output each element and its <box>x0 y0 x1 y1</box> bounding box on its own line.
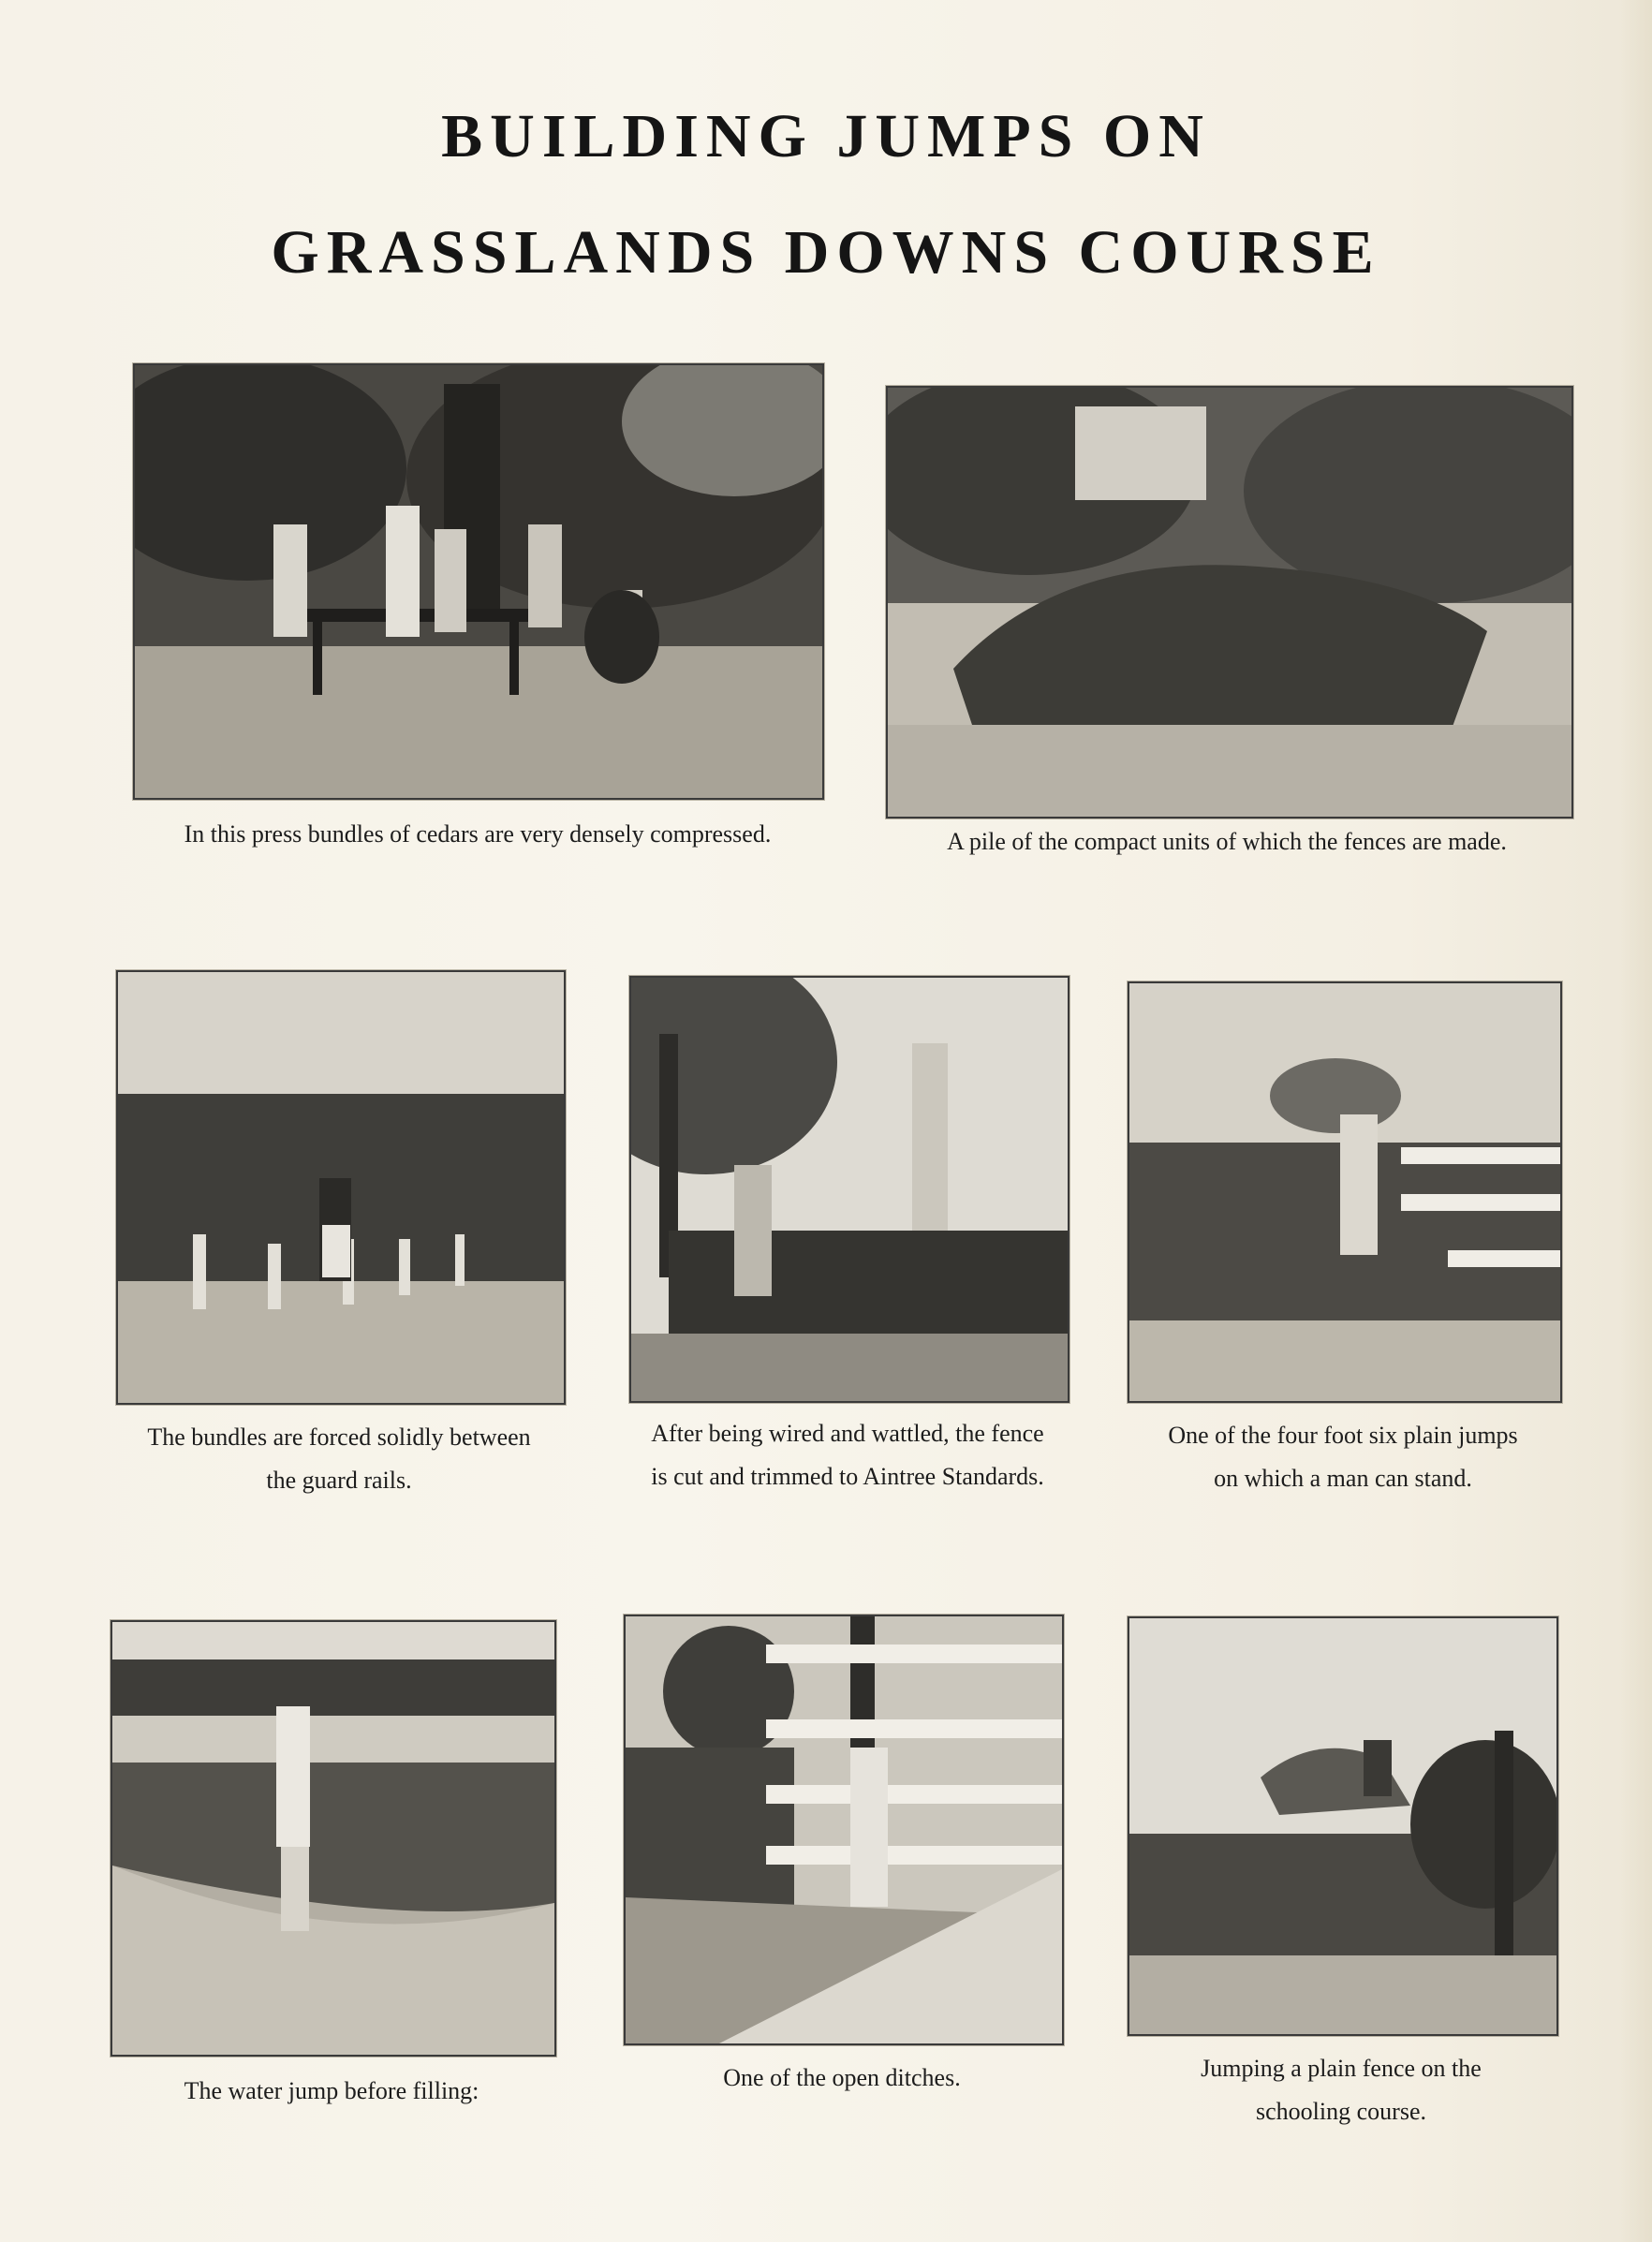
caption-line: Jumping a plain fence on the <box>1201 2055 1482 2082</box>
photo-trimming-fence <box>629 976 1069 1403</box>
caption-plain-jump-stand <box>1086 1414 1600 1500</box>
caption-line: A pile of the compact units of which the fences are made. <box>947 828 1507 855</box>
photo-water-jump <box>111 1620 556 2057</box>
photo-schooling-jump <box>1128 1616 1558 2036</box>
caption-line: on which a man can stand. <box>1214 1465 1472 1492</box>
caption-line: the guard rails. <box>266 1467 412 1494</box>
photo-guard-rails <box>116 970 566 1405</box>
caption-guard-rails <box>75 1416 603 1502</box>
caption-line: After being wired and wattled, the fence <box>651 1420 1044 1447</box>
page-title-line-2: GRASSLANDS DOWNS COURSE <box>271 218 1381 287</box>
caption-trimming-fence <box>586 1412 1109 1498</box>
caption-schooling-jump <box>1086 2047 1596 2133</box>
photo-bundle-pile <box>886 386 1573 819</box>
caption-line: The bundles are forced solidly between <box>147 1423 531 1451</box>
caption-line: The water jump before filling: <box>184 2077 479 2104</box>
page-title-line-1: BUILDING JUMPS ON <box>441 102 1211 170</box>
page-edge-shadow <box>1620 0 1652 2242</box>
caption-line: In this press bundles of cedars are very densely compressed. <box>184 820 772 848</box>
caption-bundle-pile <box>862 820 1592 863</box>
photo-open-ditch <box>624 1615 1064 2045</box>
caption-line: schooling course. <box>1256 2098 1426 2125</box>
caption-open-ditch <box>581 2057 1103 2100</box>
caption-line: One of the open ditches. <box>723 2064 961 2091</box>
caption-water-jump <box>84 2070 579 2113</box>
caption-line: One of the four foot six plain jumps <box>1168 1422 1518 1449</box>
caption-line: is cut and trimmed to Aintree Standards. <box>651 1463 1044 1490</box>
photo-cedar-press <box>133 363 824 800</box>
photo-plain-jump-stand <box>1128 981 1562 1403</box>
caption-cedar-press <box>112 813 843 856</box>
